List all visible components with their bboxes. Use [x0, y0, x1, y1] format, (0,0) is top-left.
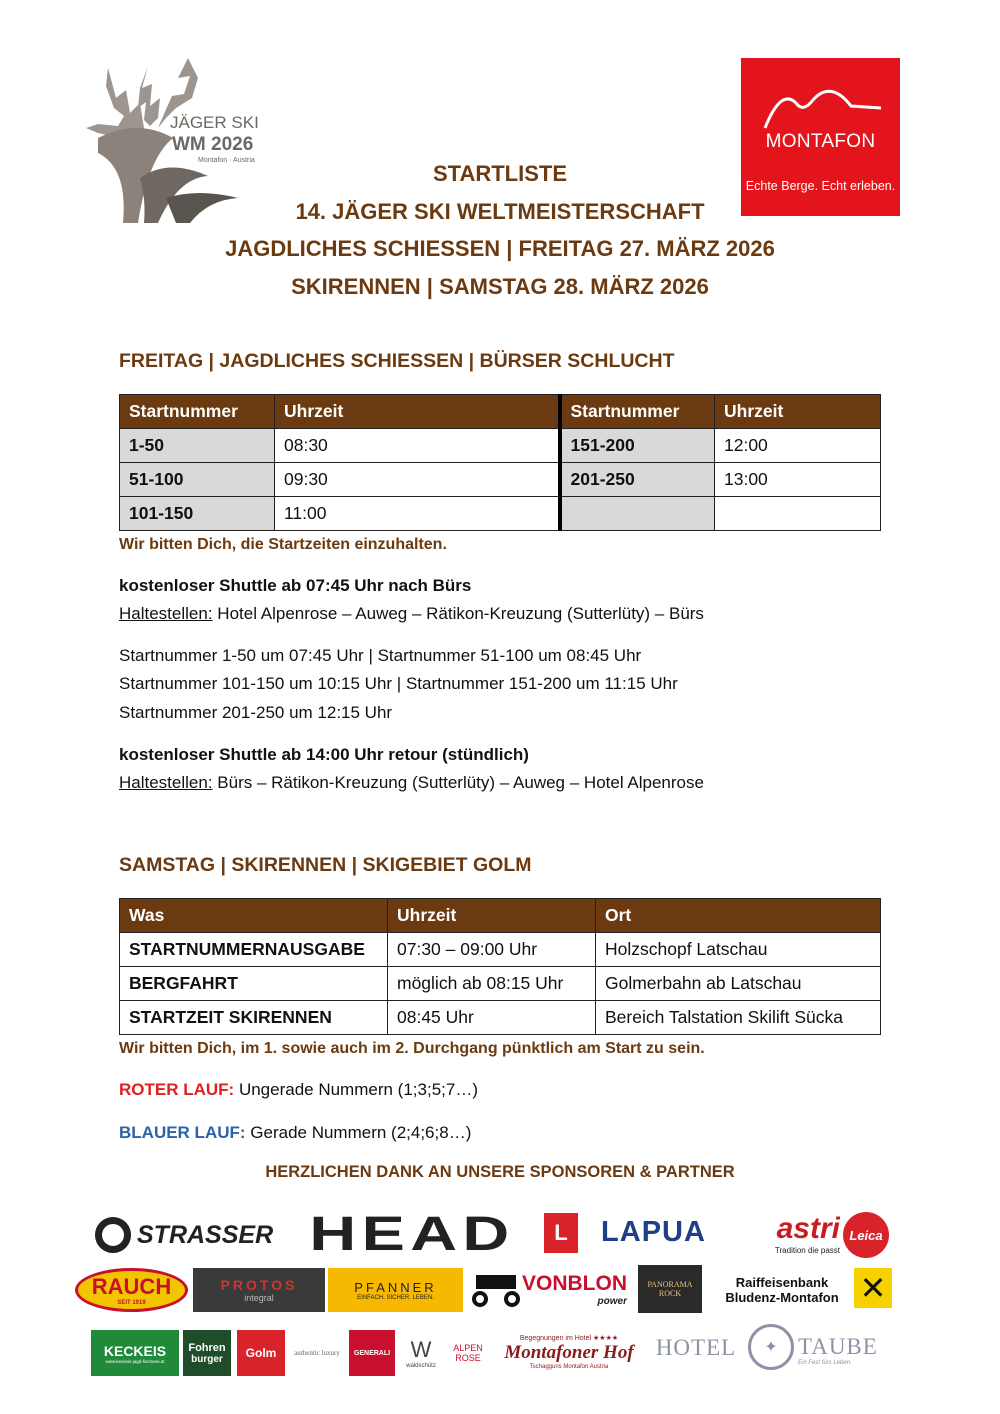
- authentic-luxury-logo: authentic luxury: [294, 1349, 340, 1357]
- table-cell: 201-250: [560, 463, 715, 497]
- table-row: [120, 497, 881, 531]
- column-header: Startnummer: [560, 395, 715, 429]
- atv-icon: [470, 1271, 522, 1307]
- waldschuetz-w-icon: W: [410, 1337, 432, 1362]
- svg-text:JÄGER SKI: JÄGER SKI: [170, 113, 259, 132]
- header-line-2: 14. JÄGER SKI WELTMEISTERSCHAFT: [295, 199, 705, 224]
- dove-icon: ✦: [748, 1324, 794, 1370]
- table-cell: Golmerbahn ab Latschau: [596, 967, 881, 1001]
- hotel-taube-taube-text: TAUBE Ein Fest fürs Leben.: [798, 1334, 878, 1366]
- table-header-row: [120, 395, 881, 429]
- table-cell: 08:45 Uhr: [388, 1001, 596, 1035]
- column-header: Ort: [596, 899, 881, 933]
- lapua-logo: LAPUA: [601, 1215, 706, 1248]
- column-header: Uhrzeit: [715, 395, 881, 429]
- column-header: Uhrzeit: [388, 899, 596, 933]
- table-cell: 09:30: [275, 463, 560, 497]
- alpenrose-logo: ALPEN ROSE: [453, 1343, 483, 1363]
- table-cell: STARTZEIT SKIRENNEN: [120, 1001, 388, 1035]
- raiffeisen-gable-icon: ✕: [854, 1268, 892, 1308]
- leica-logo: Leica: [843, 1212, 889, 1258]
- fohrenburger-logo: Fohren burger: [183, 1330, 231, 1376]
- header-line-3: JAGDLICHES SCHIESSEN | FREITAG 27. MÄRZ 2026: [225, 236, 775, 261]
- protos-logo: PROTOS integral: [193, 1268, 325, 1312]
- shuttle-2-stops: Haltestellen: Bürs – Rätikon-Kreuzung (Sutterlüty) – Auweg – Hotel Alpenrose: [119, 773, 704, 792]
- stops-label: Haltestellen:: [119, 604, 213, 623]
- waldschuetz-logo: W waldschütz: [406, 1337, 436, 1369]
- table-row: [120, 463, 881, 497]
- red-run-label: ROTER LAUF:: [119, 1080, 235, 1099]
- table-cell: 11:00: [275, 497, 560, 531]
- table-cell: 151-200: [560, 429, 715, 463]
- vonblon-logo: VONBLON power: [470, 1265, 630, 1313]
- table-cell: BERGFAHRT: [120, 967, 388, 1001]
- header-line-1: STARTLISTE: [432, 161, 568, 186]
- montafon-logo: [741, 58, 900, 216]
- table-cell: STARTNUMMERNAUSGABE: [120, 933, 388, 967]
- table-cell: Holzschopf Latschau: [596, 933, 881, 967]
- header-line-4: SKIRENNEN | SAMSTAG 28. MÄRZ 2026: [291, 274, 709, 299]
- table-cell: Bereich Talstation Skilift Sücka: [596, 1001, 881, 1035]
- shuttle-2-title: kostenloser Shuttle ab 14:00 Uhr retour (stündlich): [119, 745, 529, 764]
- saturday-section-title: SAMSTAG | SKIRENNEN | SKIGEBIET GOLM: [119, 854, 532, 876]
- panorama-rock-logo: PANORAMA ROCK: [638, 1265, 702, 1313]
- table-header-row: [120, 899, 881, 933]
- schedule-line: Startnummer 1-50 um 07:45 Uhr | Startnummer 51-100 um 08:45 Uhr: [119, 646, 642, 665]
- table-cell: [715, 497, 881, 531]
- table-cell: 12:00: [715, 429, 881, 463]
- table-cell: 07:30 – 09:00 Uhr: [388, 933, 596, 967]
- table-cell: 1-50: [120, 429, 275, 463]
- stops-label: Haltestellen:: [119, 773, 213, 792]
- friday-section-title: FREITAG | JAGDLICHES SCHIESSEN | BÜRSER SCHLUCHT: [119, 350, 675, 372]
- table-cell: 13:00: [715, 463, 881, 497]
- blue-run-label: BLAUER LAUF:: [119, 1123, 246, 1142]
- keckeis-logo: KECKEIS www.keckeis-jagd-fischerei.at: [91, 1330, 179, 1376]
- strasser-logo: STRASSER: [95, 1210, 280, 1260]
- table-cell: 51-100: [120, 463, 275, 497]
- astri-logo: astri Tradition die passt: [774, 1211, 840, 1255]
- l-badge-icon: L: [544, 1213, 578, 1253]
- red-run-line: ROTER LAUF: Ungerade Nummern (1;3;5;7…): [119, 1080, 478, 1099]
- table-cell: 08:30: [275, 429, 560, 463]
- schedule-line: Startnummer 101-150 um 10:15 Uhr | Startnummer 151-200 um 11:15 Uhr: [119, 674, 678, 693]
- rauch-logo: RAUCH SEIT 1919: [75, 1268, 188, 1312]
- strasser-ring-icon: [95, 1217, 131, 1253]
- head-logo: HEAD: [309, 1208, 515, 1260]
- montafon-claim: Echte Berge. Echt erleben.: [745, 179, 896, 193]
- table-cell: möglich ab 08:15 Uhr: [388, 967, 596, 1001]
- friday-start-table: [119, 394, 881, 531]
- shuttle-1-title: kostenloser Shuttle ab 07:45 Uhr nach Bürs: [119, 576, 472, 595]
- saturday-note: Wir bitten Dich, im 1. sowie auch im 2. Durchgang pünktlich am Start zu sein.: [119, 1040, 705, 1057]
- table-cell: [560, 497, 715, 531]
- montafon-name: MONTAFON: [765, 131, 876, 152]
- blue-run-line: BLAUER LAUF: Gerade Nummern (2;4;6;8…): [119, 1123, 472, 1142]
- table-row: [120, 429, 881, 463]
- column-header: Uhrzeit: [275, 395, 560, 429]
- svg-text:Montafon · Austria: Montafon · Austria: [198, 157, 255, 164]
- mountain-icon: [741, 58, 900, 138]
- table-cell: 101-150: [120, 497, 275, 531]
- svg-text:WM 2026: WM 2026: [172, 134, 254, 155]
- friday-note: Wir bitten Dich, die Startzeiten einzuhalten.: [119, 536, 447, 553]
- column-header: Was: [120, 899, 388, 933]
- saturday-schedule-table: [119, 898, 881, 1035]
- montafoner-hof-logo: Begegnungen im Hotel ★★★★ Montafoner Hof Tschagguns Montafon Austria: [504, 1335, 634, 1370]
- golm-logo: Golm: [237, 1330, 285, 1376]
- table-row: [120, 967, 881, 1001]
- sponsors-title: HERZLICHEN DANK AN UNSERE SPONSOREN & PARTNER: [265, 1163, 735, 1181]
- hotel-taube-hotel-text: HOTEL: [655, 1335, 737, 1360]
- generali-logo: GENERALI: [349, 1330, 395, 1376]
- shuttle-1-stops: Haltestellen: Hotel Alpenrose – Auweg – Rätikon-Kreuzung (Sutterlüty) – Bürs: [119, 604, 704, 623]
- schedule-line: Startnummer 201-250 um 12:15 Uhr: [119, 703, 393, 722]
- table-row: [120, 1001, 881, 1035]
- table-row: [120, 933, 881, 967]
- raiffeisen-logo: Raiffeisenbank Bludenz-Montafon: [725, 1275, 839, 1305]
- pfanner-logo: PFANNER EINFACH. SICHER. LEBEN.: [328, 1268, 463, 1312]
- column-header: Startnummer: [120, 395, 275, 429]
